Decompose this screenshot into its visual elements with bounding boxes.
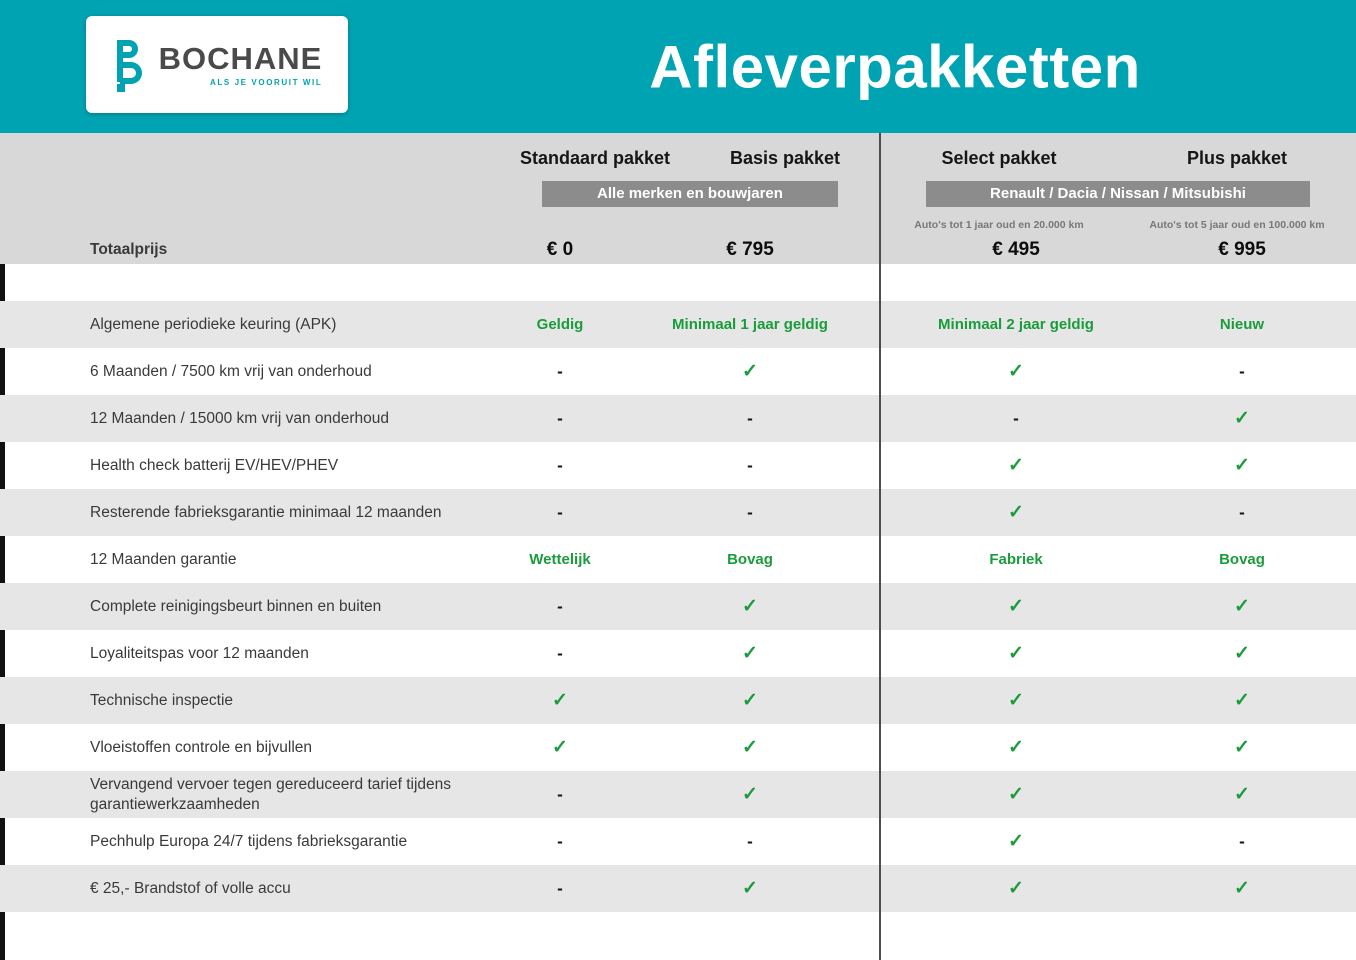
- dash-mark: [620, 409, 880, 429]
- row-label: Vloeistoffen controle en bijvullen: [90, 738, 313, 756]
- row-label: Pechhulp Europa 24/7 tijdens fabrieksgarantie: [90, 832, 408, 850]
- dash-icon: -: [557, 784, 563, 804]
- check-icon: ✓: [1234, 643, 1250, 664]
- dash-mark: [500, 503, 620, 523]
- table-row: [0, 442, 1356, 489]
- brand-tagline: ALS JE VOORUIT WIL: [210, 77, 323, 87]
- check-mark: [880, 595, 1152, 618]
- dash-mark: [1152, 503, 1332, 523]
- check-mark: [880, 830, 1152, 853]
- row-value-text: Fabriek: [989, 550, 1043, 568]
- check-mark: [1152, 407, 1332, 430]
- row-value: [880, 316, 1152, 334]
- table-row: [0, 489, 1356, 536]
- dash-icon: -: [747, 502, 753, 522]
- brand-badge-renault-group: Renault / Dacia / Nissan / Mitsubishi: [926, 181, 1310, 207]
- check-mark: [880, 501, 1152, 524]
- check-icon: ✓: [1008, 737, 1024, 758]
- dash-mark: [500, 456, 620, 476]
- feature-rows: [0, 301, 1356, 912]
- check-mark: [500, 736, 620, 759]
- dash-icon: -: [557, 455, 563, 475]
- dash-icon: -: [1239, 361, 1245, 381]
- table-row: [0, 818, 1356, 865]
- check-mark: [880, 877, 1152, 900]
- row-label: € 25,- Brandstof of volle accu: [90, 879, 291, 897]
- price-plus: € 995: [1218, 238, 1266, 260]
- condition-plus: Auto's tot 5 jaar oud en 100.000 km: [1149, 219, 1325, 231]
- check-mark: [880, 689, 1152, 712]
- package-names-row: [0, 145, 1356, 171]
- check-mark: [620, 689, 880, 712]
- check-mark: [1152, 783, 1332, 806]
- check-mark: [1152, 454, 1332, 477]
- check-mark: [620, 360, 880, 383]
- badge-group-right: [880, 181, 1356, 207]
- check-icon: ✓: [742, 690, 758, 711]
- price-basis: € 795: [726, 238, 774, 260]
- dash-mark: [500, 879, 620, 899]
- dash-mark: [500, 597, 620, 617]
- check-mark: [1152, 689, 1332, 712]
- check-icon: ✓: [742, 596, 758, 617]
- row-label: 6 Maanden / 7500 km vrij van onderhoud: [90, 362, 372, 380]
- check-icon: ✓: [742, 643, 758, 664]
- table-header: [0, 133, 1356, 264]
- row-value-text: Wettelijk: [529, 550, 591, 568]
- check-icon: ✓: [1008, 878, 1024, 899]
- dash-icon: -: [557, 502, 563, 522]
- check-icon: ✓: [1008, 502, 1024, 523]
- bochane-logo: [86, 16, 348, 113]
- row-label: Algemene periodieke keuring (APK): [90, 315, 337, 333]
- column-header-select: Select pakket: [941, 147, 1057, 168]
- check-icon: ✓: [1234, 690, 1250, 711]
- row-label: Health check batterij EV/HEV/PHEV: [90, 456, 339, 474]
- row-value-text: Bovag: [727, 550, 773, 568]
- check-mark: [500, 689, 620, 712]
- dash-icon: -: [557, 408, 563, 428]
- spacer-row: [0, 264, 1356, 301]
- check-icon: ✓: [552, 690, 568, 711]
- table-row: [0, 865, 1356, 912]
- dash-mark: [620, 503, 880, 523]
- check-icon: ✓: [1234, 408, 1250, 429]
- table-row: [0, 348, 1356, 395]
- check-mark: [620, 736, 880, 759]
- check-icon: ✓: [1234, 878, 1250, 899]
- row-value: [1152, 551, 1332, 569]
- dash-icon: -: [557, 361, 563, 381]
- column-header-basis: Basis pakket: [729, 147, 841, 168]
- row-label: 12 Maanden / 15000 km vrij van onderhoud: [90, 409, 390, 427]
- row-label: Loyaliteitspas voor 12 maanden: [90, 644, 309, 662]
- row-value-text: Bovag: [1219, 550, 1265, 568]
- condition-select: Auto's tot 1 jaar oud en 20.000 km: [914, 219, 1084, 231]
- price-select: € 495: [992, 238, 1040, 260]
- dash-mark: [1152, 362, 1332, 382]
- dash-icon: -: [747, 831, 753, 851]
- price-standaard: € 0: [546, 238, 574, 260]
- column-header-standaard: Standaard pakket: [519, 147, 671, 168]
- total-price-label: Totaalprijs: [90, 240, 168, 258]
- row-value: [500, 316, 620, 334]
- check-mark: [620, 595, 880, 618]
- dash-mark: [500, 785, 620, 805]
- check-mark: [620, 877, 880, 900]
- dash-mark: [620, 832, 880, 852]
- dash-mark: [500, 362, 620, 382]
- check-mark: [880, 360, 1152, 383]
- row-value: [500, 551, 620, 569]
- header: [0, 0, 1356, 133]
- dash-mark: [880, 409, 1152, 429]
- dash-mark: [500, 832, 620, 852]
- check-icon: ✓: [552, 737, 568, 758]
- check-mark: [1152, 736, 1332, 759]
- row-value: [620, 316, 880, 334]
- check-icon: ✓: [1008, 643, 1024, 664]
- brand-badge-all-makes: Alle merken en bouwjaren: [542, 181, 838, 207]
- row-label: 12 Maanden garantie: [90, 550, 237, 568]
- check-icon: ✓: [742, 361, 758, 382]
- dash-icon: -: [1013, 408, 1019, 428]
- check-mark: [880, 454, 1152, 477]
- row-value-text: Geldig: [536, 315, 584, 333]
- check-icon: ✓: [1008, 455, 1024, 476]
- check-icon: ✓: [742, 737, 758, 758]
- bochane-logo-icon: [112, 38, 148, 92]
- row-value-text: Minimaal 2 jaar geldig: [938, 315, 1094, 333]
- row-value-text: Nieuw: [1219, 315, 1265, 333]
- check-icon: ✓: [1008, 596, 1024, 617]
- dash-icon: -: [1239, 831, 1245, 851]
- brand-badges-row: [0, 180, 1356, 207]
- dash-icon: -: [557, 596, 563, 616]
- check-mark: [880, 736, 1152, 759]
- row-label: Technische inspectie: [90, 691, 234, 709]
- row-label: Vervangend vervoer tegen gereduceerd tarief tijdens garantiewerkzaamheden: [90, 776, 452, 813]
- row-label: Resterende fabrieksgarantie minimaal 12 maanden: [90, 503, 442, 521]
- check-icon: ✓: [1234, 784, 1250, 805]
- table-row: [0, 301, 1356, 348]
- check-icon: ✓: [742, 784, 758, 805]
- dash-icon: -: [747, 455, 753, 475]
- check-icon: ✓: [1234, 455, 1250, 476]
- check-mark: [1152, 642, 1332, 665]
- dash-icon: -: [557, 831, 563, 851]
- dash-icon: -: [747, 408, 753, 428]
- brand-name: BOCHANE: [158, 40, 323, 76]
- check-icon: ✓: [1008, 361, 1024, 382]
- check-icon: ✓: [1008, 831, 1024, 852]
- row-value: [620, 551, 880, 569]
- column-header-plus: Plus pakket: [1186, 147, 1288, 168]
- dash-mark: [1152, 832, 1332, 852]
- page-title: Afleverpakketten: [649, 33, 1141, 100]
- pricing-table: [0, 264, 1356, 960]
- check-mark: [880, 642, 1152, 665]
- badge-group-left: [500, 181, 880, 207]
- check-mark: [620, 783, 880, 806]
- total-price-row: [0, 235, 1356, 264]
- table-row: [0, 630, 1356, 677]
- conditions-row: [0, 218, 1356, 232]
- check-mark: [1152, 595, 1332, 618]
- check-icon: ✓: [1234, 737, 1250, 758]
- column-divider: [879, 133, 881, 960]
- table-row: [0, 395, 1356, 442]
- table-row: [0, 583, 1356, 630]
- dash-icon: -: [557, 643, 563, 663]
- dash-icon: -: [1239, 502, 1245, 522]
- dash-mark: [620, 456, 880, 476]
- check-icon: ✓: [1234, 596, 1250, 617]
- check-icon: ✓: [1008, 690, 1024, 711]
- dash-mark: [500, 644, 620, 664]
- check-icon: ✓: [742, 878, 758, 899]
- table-row: [0, 536, 1356, 583]
- check-mark: [880, 783, 1152, 806]
- table-row: [0, 724, 1356, 771]
- table-row: [0, 677, 1356, 724]
- check-mark: [1152, 877, 1332, 900]
- check-mark: [620, 642, 880, 665]
- row-value: [880, 551, 1152, 569]
- row-value: [1152, 316, 1332, 334]
- row-value-text: Minimaal 1 jaar geldig: [672, 315, 828, 333]
- dash-icon: -: [557, 878, 563, 898]
- row-label: Complete reinigingsbeurt binnen en buiten: [90, 597, 382, 615]
- check-icon: ✓: [1008, 784, 1024, 805]
- bottom-spacer-row: [0, 912, 1356, 960]
- table-row: [0, 771, 1356, 818]
- dash-mark: [500, 409, 620, 429]
